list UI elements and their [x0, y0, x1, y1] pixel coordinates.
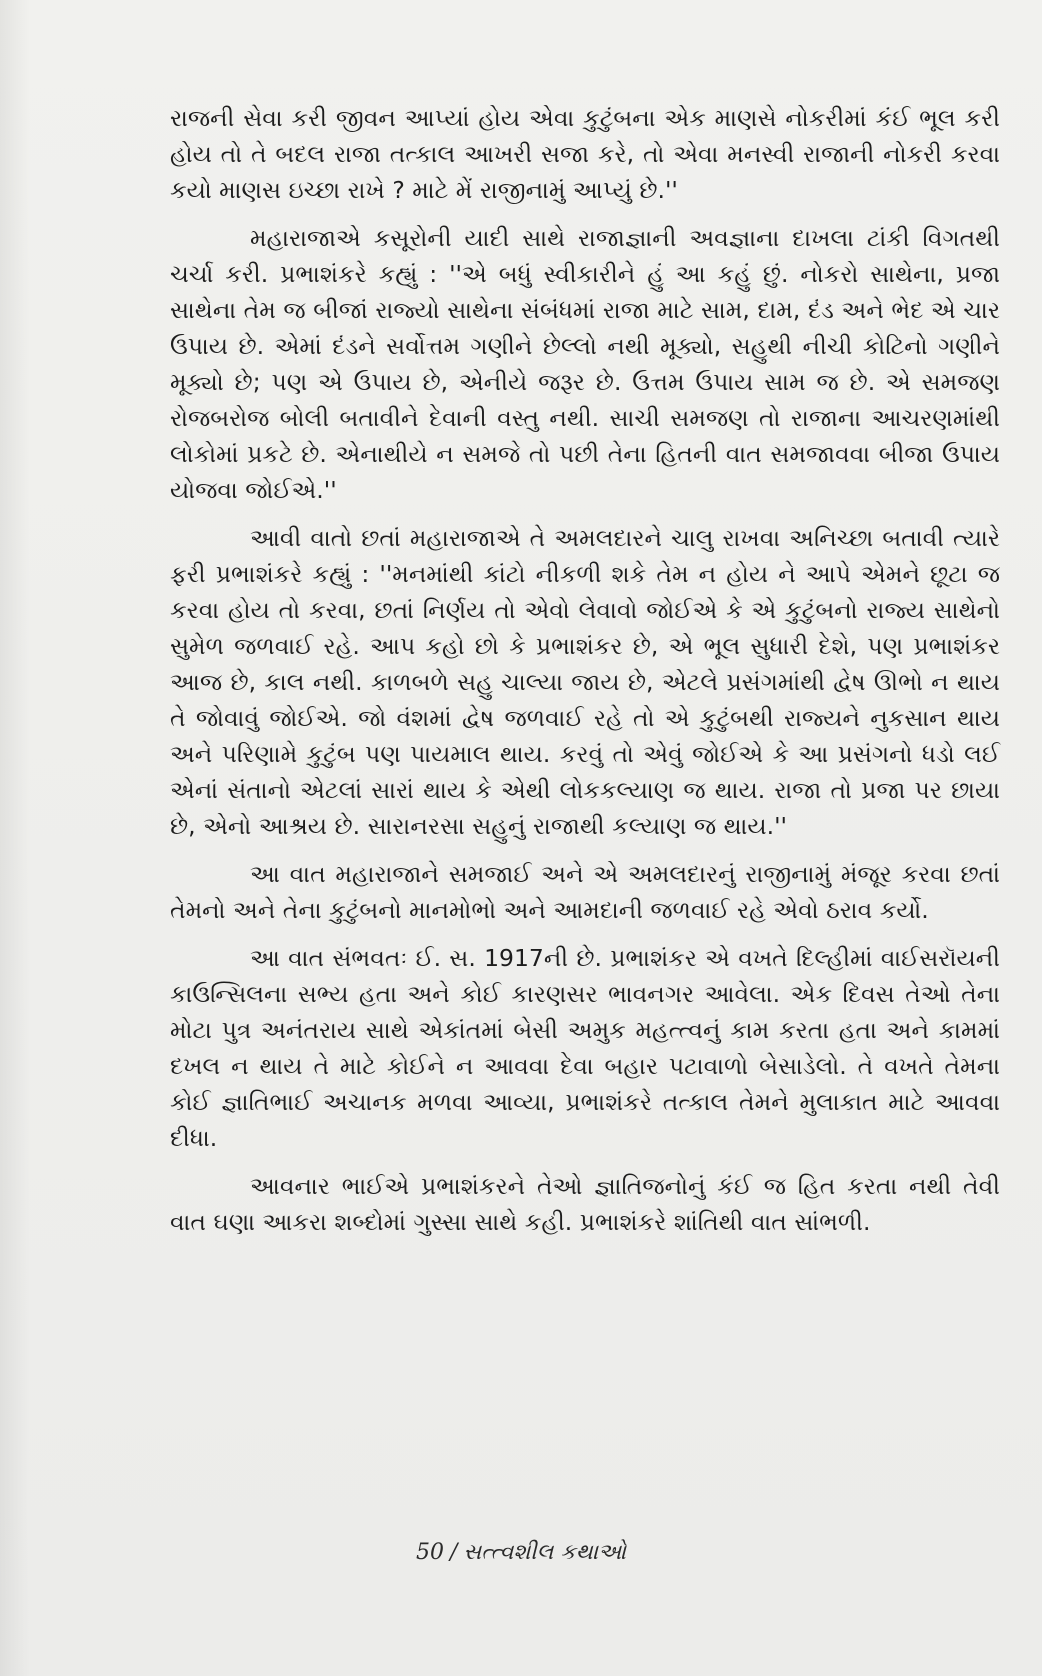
paragraph: આવનાર ભાઈએ પ્રભાશંકરને તેઓ જ્ઞાતિજનોનું કંઈ જ હિત કરતા નથી તેવી વાત ઘણા આકરા શબ્દોમાં ગુસ્સા સાથે કહી. પ્રભાશંકરે શાંતિથી વાત સાંભળી. — [170, 1172, 1000, 1236]
paragraph: રાજની સેવા કરી જીવન આપ્યાં હોય એવા કુટુંબના એક માણસે નોકરીમાં કંઈ ભૂલ કરી હોય તો તે બદલ રાજા તત્કાલ આખરી સજા કરે, તો એવા મનસ્વી રાજાની નોકરી કરવા કયો માણસ ઇચ્છા રાખે ? માટે મેં રાજીનામું આપ્યું છે.'' — [170, 104, 1000, 204]
paragraph: આવી વાતો છતાં મહારાજાએ તે અમલદારને ચાલુ રાખવા અનિચ્છા બતાવી ત્યારે ફરી પ્રભાશંકરે કહ્યું : ''મનમાંથી કાંટો નીકળી શકે તેમ ન હોય ને આપે એમને છૂટા જ કરવા હોય તો કરવા, છતાં નિર્ણય તો એવો લેવાવો જોઈએ કે એ કુટુંબનો રાજ્ય સાથેનો સુમેળ જળવાઈ રહે. આપ કહો છો કે પ્રભાશંકર છે, એ ભૂલ સુધારી દેશે, પણ પ્રભાશંકર આજ છે, કાલ નથી. કાળબળે સહુ ચાલ્યા જાય છે, એટલે પ્રસંગમાંથી દ્વેષ ઊભો ન થાય તે જોવાવું જોઈએ. જો વંશમાં દ્વેષ જળવાઈ રહે તો એ કુટુંબથી રાજ્યને નુકસાન થાય અને પરિણામે કુટુંબ પણ પાયમાલ થાય. કરવું તો એવું જોઈએ કે આ પ્રસંગનો ધડો લઈ એનાં સંતાનો એટલાં સારાં થાય કે એથી લોકકલ્યાણ જ થાય. રાજા તો પ્રજા પર છાયા છે, એનો આશ્રય છે. સારાનરસા સહુનું રાજાથી કલ્યાણ જ થાય.'' — [170, 524, 1000, 840]
footer-separator: / — [450, 1540, 458, 1565]
paragraph: આ વાત સંભવતઃ ઈ. સ. 1917ની છે. પ્રભાશંકર એ વખતે દિલ્હીમાં વાઈસરૉયની કાઉન્સિલના સભ્ય હતા અને કોઈ કારણસર ભાવનગર આવેલા. એક દિવસ તેઓ તેના મોટા પુત્ર અનંતરાય સાથે એકાંતમાં બેસી અમુક મહત્ત્વનું કામ કરતા હતા અને કામમાં દખલ ન થાય તે માટે કોઈને ન આવવા દેવા બહાર પટાવાળો બેસાડેલો. તે વખતે તેમના કોઈ જ્ઞાતિભાઈ અચાનક મળવા આવ્યા, પ્રભાશંકરે તત્કાલ તેમને મુલાકાત માટે આવવા દીધા. — [170, 944, 1000, 1152]
page-number: 50 — [416, 1540, 444, 1565]
book-title: સત્ત્વશીલ કથાઓ — [463, 1540, 626, 1565]
paragraph: આ વાત મહારાજાને સમજાઈ અને એ અમલદારનું રાજીનામું મંજૂર કરવા છતાં તેમનો અને તેના કુટુંબનો માનમોભો અને આમદાની જળવાઈ રહે એવો ઠરાવ કર્યો. — [170, 860, 1000, 924]
paragraph: મહારાજાએ કસૂરોની યાદી સાથે રાજાજ્ઞાની અવજ્ઞાના દાખલા ટાંકી વિગતથી ચર્ચા કરી. પ્રભાશંકરે કહ્યું : ''એ બધું સ્વીકારીને હું આ કહું છું. નોકરો સાથેના, પ્રજા સાથેના તેમ જ બીજાં રાજ્યો સાથેના સંબંધમાં રાજા માટે સામ, દામ, દંડ અને ભેદ એ ચાર ઉપાય છે. એમાં દંડને સર્વોત્તમ ગણીને છેલ્લો નથી મૂક્યો, સહુથી નીચી કોટિનો ગણીને મૂક્યો છે; પણ એ ઉપાય છે, એનીયે જરૂર છે. ઉત્તમ ઉપાય સામ જ છે. એ સમજણ રોજબરોજ બોલી બતાવીને દેવાની વસ્તુ નથી. સાચી સમજણ તો રાજાના આચરણમાંથી લોકોમાં પ્રકટે છે. એનાથીયે ન સમજે તો પછી તેના હિતની વાત સમજાવવા બીજા ઉપાય યોજવા જોઈએ.'' — [170, 224, 1000, 504]
page-footer — [0, 1540, 1042, 1565]
body-text — [170, 100, 1000, 1252]
